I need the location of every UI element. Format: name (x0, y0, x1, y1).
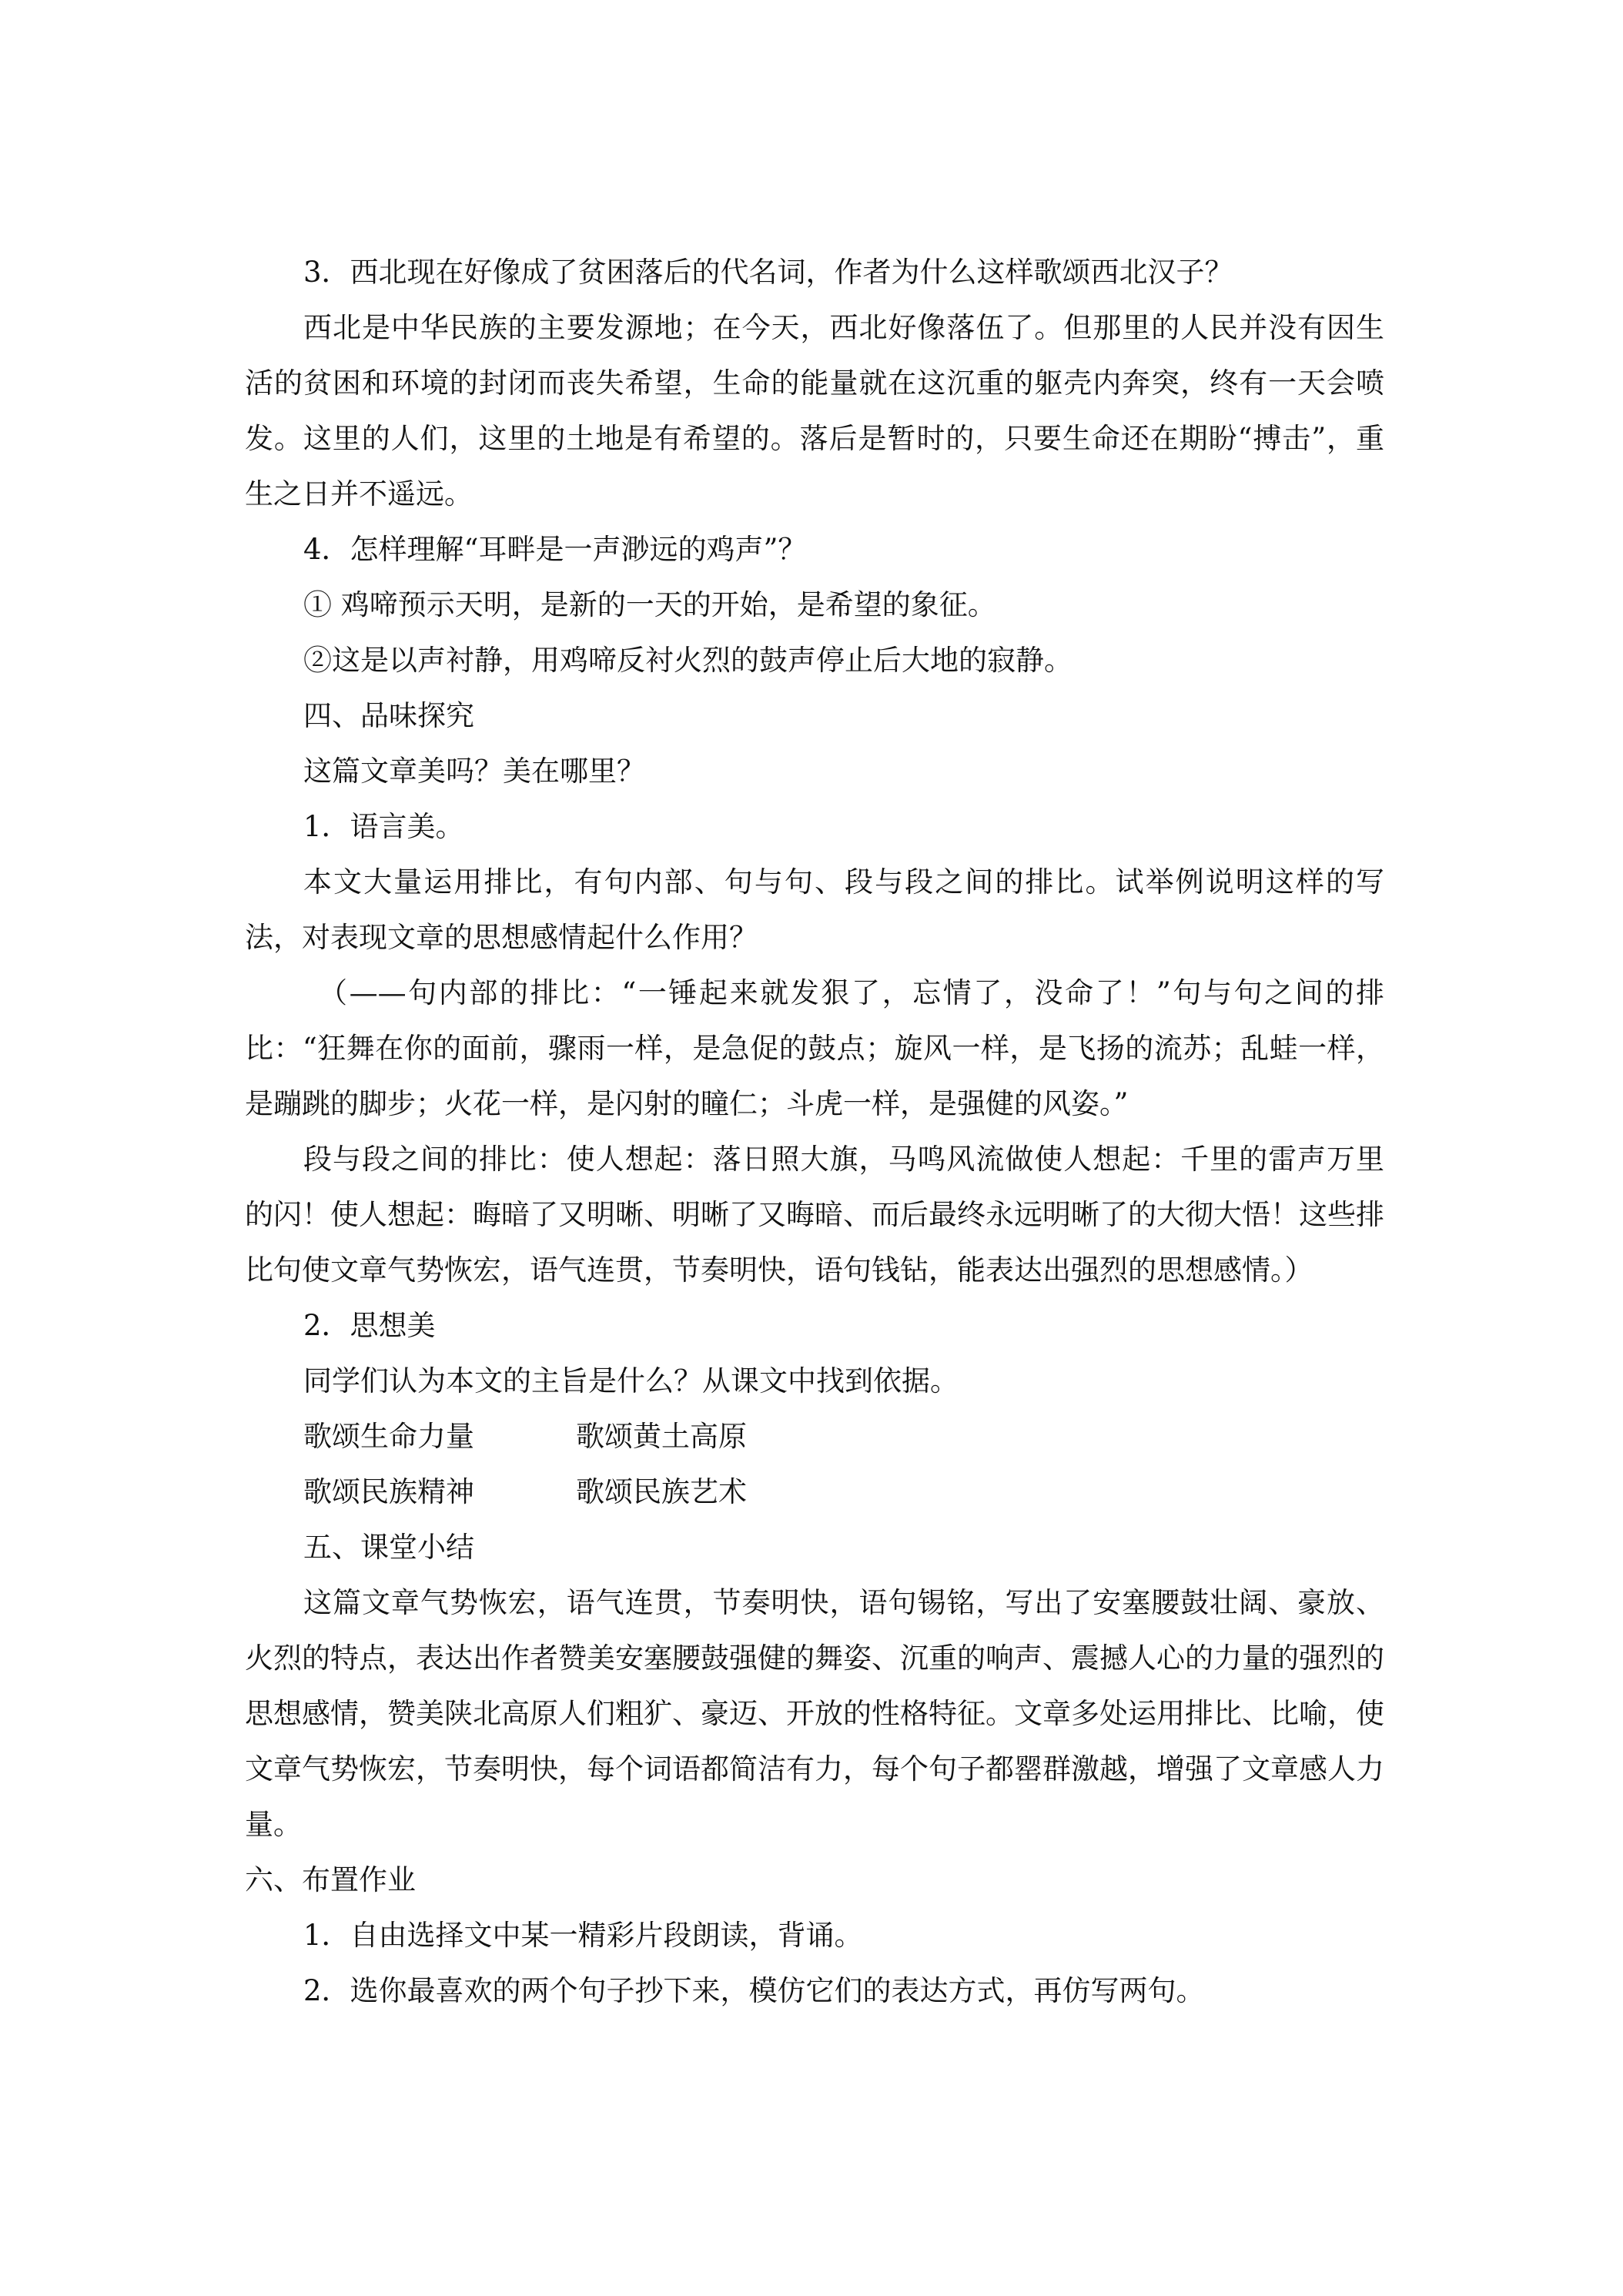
thought-beauty-question: 同学们认为本文的主旨是什么？从课文中找到依据。 (303, 1364, 959, 1397)
answer-4-point-1: ① 鸡啼预示天明，是新的一天的开始，是希望的象征。 (303, 588, 996, 621)
language-beauty-question: 本文大量运用排比，有句内部、句与句、段与段之间的排比。试举例说明这样的写法，对表现文章的思想感情起什么作用？ (245, 865, 1384, 954)
option-item: 歌颂民族艺术 (576, 1475, 747, 1508)
option-row (245, 1409, 1384, 1464)
language-beauty-answer-2: 段与段之间的排比：使人想起：落日照大旗，马鸣风流做使人想起：千里的雷声万里的闪！使人想起：晦暗了又明晰、明晰了又晦暗、而后最终永远明晰了的大彻大悟！这些排比句使文章气势恢宏，语气连贯，节奏明快，语句钱钻，能表达出强烈的思想感情。） (245, 1143, 1384, 1287)
option-item: 歌颂黄土高原 (576, 1420, 747, 1453)
document-body (245, 245, 1384, 2019)
section-heading-4: 四、品味探究 (303, 699, 474, 732)
question-3: 3．西北现在好像成了贫困落后的代名词，作者为什么这样歌颂西北汉子？ (303, 256, 1233, 289)
homework-1: 1．自由选择文中某一精彩片段朗读，背诵。 (303, 1919, 863, 1952)
section-4-prompt: 这篇文章美吗？美在哪里？ (303, 755, 645, 788)
question-4: 4．怎样理解“耳畔是一声渺远的鸡声”？ (303, 533, 807, 566)
subheading-thought-beauty: 2．思想美 (303, 1309, 436, 1342)
option-row (245, 1464, 1384, 1520)
section-heading-6: 六、布置作业 (245, 1863, 416, 1896)
section-heading-5: 五、课堂小结 (303, 1531, 474, 1564)
answer-4-point-2: ②这是以声衬静，用鸡啼反衬火烈的鼓声停止后大地的寂静。 (303, 644, 1073, 677)
language-beauty-answer-1: （——句内部的排比：“一锤起来就发狠了，忘情了，没命了！”句与句之间的排比：“狂舞在你的面前，骤雨一样，是急促的鼓点；旋风一样，是飞扬的流苏；乱蛙一样，是蹦跳的脚步；火花一样，是闪射的瞳仁；斗虎一样，是强健的风姿。” (245, 976, 1384, 1120)
homework-2: 2．选你最喜欢的两个句子抄下来，模仿它们的表达方式，再仿写两句。 (303, 1974, 1205, 2007)
option-item: 歌颂生命力量 (303, 1420, 474, 1453)
class-summary: 这篇文章气势恢宏，语气连贯，节奏明快，语句锡铭，写出了安塞腰鼓壮阔、豪放、火烈的特点，表达出作者赞美安塞腰鼓强健的舞姿、沉重的响声、震撼人心的力量的强烈的思想感情，赞美陕北高原人们粗犷、豪迈、开放的性格特征。文章多处运用排比、比喻，使文章气势恢宏，节奏明快，每个词语都简洁有力，每个句子都罂群激越，增强了文章感人力量。 (245, 1586, 1384, 1841)
answer-3: 西北是中华民族的主要发源地；在今天，西北好像落伍了。但那里的人民并没有因生活的贫困和环境的封闭而丧失希望，生命的能量就在这沉重的躯壳内奔突，终有一天会喷发。这里的人们，这里的土地是有希望的。落后是暂时的，只要生命还在期盼“搏击”，重生之日并不遥远。 (245, 311, 1384, 510)
subheading-language-beauty: 1．语言美。 (303, 810, 464, 843)
option-item: 歌颂民族精神 (303, 1475, 474, 1508)
